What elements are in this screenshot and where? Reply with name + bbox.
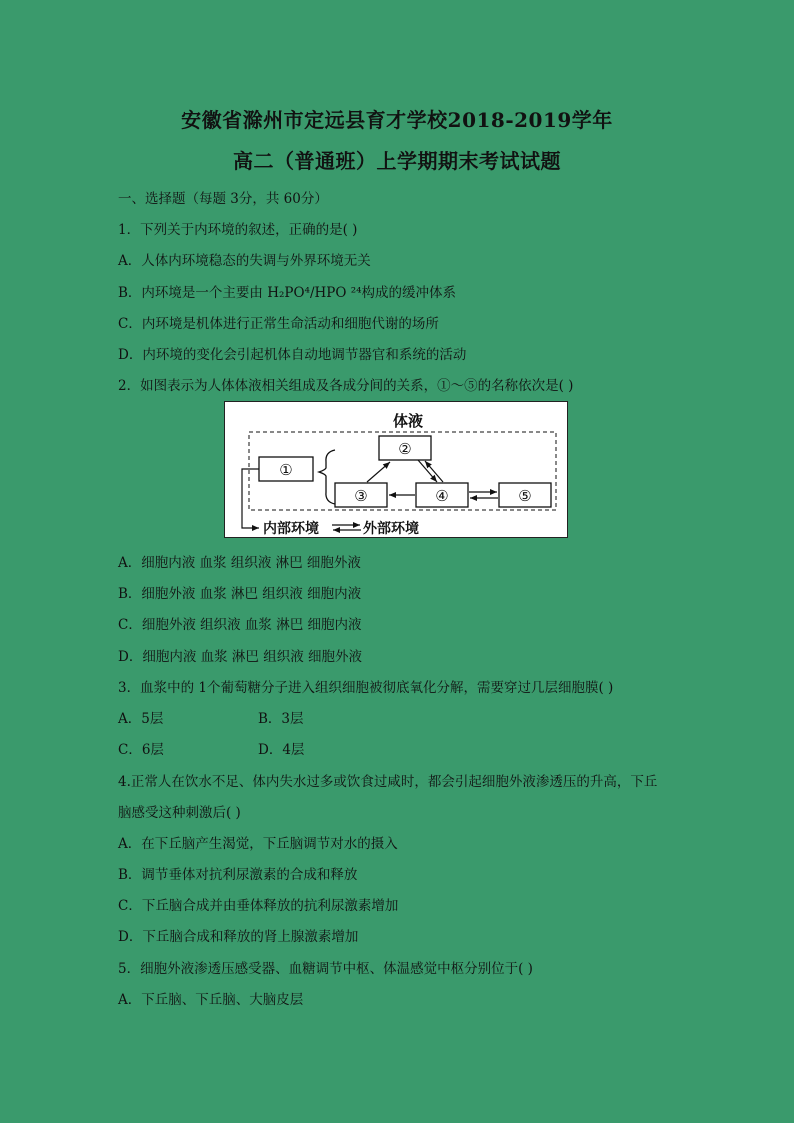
q5-stem: 5．细胞外液渗透压感受器、血糖调节中枢、体温感觉中枢分别位于( ) — [118, 961, 533, 977]
q4-stem-line-2: 脑感受这种刺激后( ) — [118, 805, 241, 821]
q3-option-c: C．6层 — [118, 742, 164, 758]
box-1-label: ① — [279, 461, 293, 479]
diagram-title: 体液 — [392, 412, 424, 430]
q2-option-b: B．细胞外液 血浆 淋巴 组织液 细胞内液 — [118, 586, 362, 602]
q3-option-d: D．4层 — [258, 742, 305, 758]
q2-stem: 2．如图表示为人体体液相关组成及各成分间的关系，①～⑤的名称依次是( ) — [118, 378, 574, 394]
q2-option-c: C．细胞外液 组织液 血浆 淋巴 细胞内液 — [118, 617, 362, 633]
q1-option-a: A．人体内环境稳态的失调与外界环境无关 — [118, 253, 371, 269]
arrow-1-to-internal — [242, 469, 259, 528]
box-2-label: ② — [398, 440, 412, 458]
q5-option-a: A．下丘脑、下丘脑、大脑皮层 — [118, 992, 304, 1008]
q1-option-b: B．内环境是一个主要由 H₂PO⁴/HPO ²⁴构成的缓冲体系 — [118, 285, 457, 301]
title-line-1: 安徽省滁州市定远县育才学校2018-2019学年 — [181, 108, 613, 132]
section-heading: 一、选择题（每题 3分，共 60分） — [118, 191, 328, 207]
q3-option-b: B．3层 — [258, 711, 304, 727]
external-environment-label: 外部环境 — [363, 521, 419, 537]
q3-option-a: A．5层 — [118, 711, 164, 727]
q2-option-a: A．细胞内液 血浆 组织液 淋巴 细胞外液 — [118, 555, 361, 571]
q4-option-c: C．下丘脑合成并由垂体释放的抗利尿激素增加 — [118, 898, 399, 914]
q1-stem: 1．下列关于内环境的叙述，正确的是( ) — [118, 222, 358, 238]
arrow-3-to-2 — [367, 462, 390, 482]
q4-stem-line-1: 4.正常人在饮水不足、体内失水过多或饮食过咸时，都会引起细胞外液渗透压的升高，下丘 — [118, 774, 658, 790]
box-3-label: ③ — [354, 487, 368, 505]
q2-option-d: D．细胞内液 血浆 淋巴 组织液 细胞外液 — [118, 649, 362, 665]
q1-option-d: D．内环境的变化会引起机体自动地调节器官和系统的活动 — [118, 347, 467, 363]
brace — [319, 450, 335, 504]
body-fluid-diagram — [224, 401, 568, 538]
q3-stem: 3．血浆中的 1个葡萄糖分子进入组织细胞被彻底氧化分解，需要穿过几层细胞膜( ) — [118, 680, 614, 696]
box-5-label: ⑤ — [518, 487, 532, 505]
box-4-label: ④ — [435, 487, 449, 505]
title-line-2: 高二（普通班）上学期期末考试试题 — [233, 149, 561, 173]
q1-option-c: C．内环境是机体进行正常生命活动和细胞代谢的场所 — [118, 316, 439, 332]
q4-option-d: D．下丘脑合成和释放的肾上腺激素增加 — [118, 929, 359, 945]
q4-option-a: A．在下丘脑产生渴觉，下丘脑调节对水的摄入 — [118, 836, 398, 852]
q4-option-b: B．调节垂体对抗利尿激素的合成和释放 — [118, 867, 358, 883]
internal-environment-label: 内部环境 — [263, 521, 319, 537]
